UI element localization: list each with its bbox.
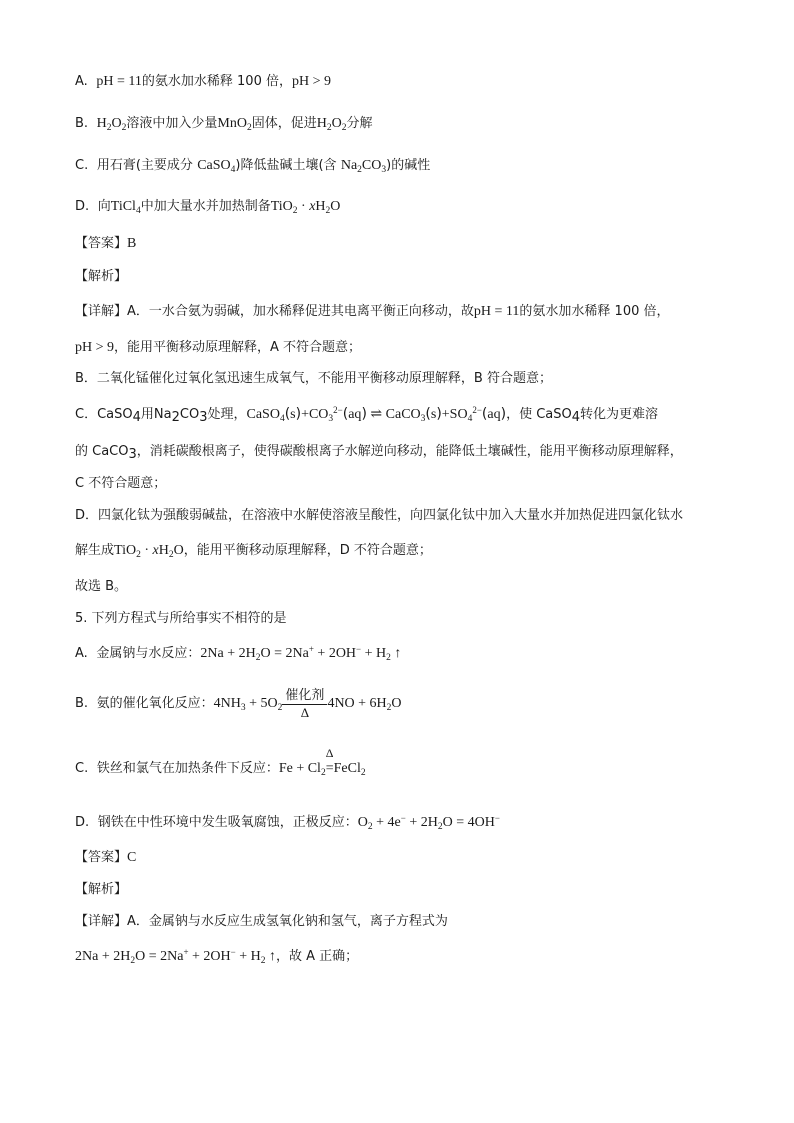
q4-conclusion — [75, 576, 127, 597]
detail-text: B．二氧化锰催化过氧化氢迅速生成氧气，不能用平衡移动原理解释，B 符合题意； — [75, 371, 552, 386]
detail-text: 的 CaCO — [75, 444, 129, 459]
q4-detail-c-line2: 的 CaCO$_3$，消耗碳酸根离子，使得碳酸根离子水解逆向移动，能降低土壤碱性，能用平衡移动原理解释， — [75, 444, 683, 462]
q5-option-b: B. 氨的催化氧化反应：$4NH_3 + 5O_2$ 催化剂 Δ $4NO + 6H_2O$ — [75, 687, 402, 720]
formula-tio2-xh2o: $TiO_2 \cdot xH_2O$ — [114, 543, 184, 560]
q4-detail-b — [75, 368, 552, 389]
detail-text: 用Na — [140, 407, 172, 422]
detail-text: ，能用平衡移动原理解释，A 不符合题意； — [114, 340, 362, 355]
detail-text: 转化为更难溶 — [580, 407, 659, 422]
answer-value: B — [127, 236, 137, 251]
option-label: C. — [75, 761, 89, 776]
detail-label: 【详解】 — [75, 304, 128, 319]
q5-detail-line1 — [75, 911, 448, 932]
ph-value: pH = 11 — [473, 304, 520, 319]
q4-answer — [75, 233, 136, 254]
q4-detail-c-line3 — [75, 473, 166, 494]
formula-tio2-xh2o: $TiO_2 \cdot xH_2O$ — [270, 199, 341, 216]
option-label: D. — [75, 199, 90, 214]
heat-equals: Δ = — [325, 746, 334, 776]
q4-analysis-label — [75, 266, 127, 287]
detail-text: 处理， — [207, 407, 247, 422]
q4-option-a — [75, 71, 331, 92]
analysis-label: 【解析】 — [75, 269, 128, 284]
option-text: 的碱性 — [391, 158, 431, 173]
q5-stem — [75, 608, 287, 629]
formula-h2o2: $H_2O_2$ — [96, 116, 127, 133]
q4-detail-c-line1: C．CaSO$_4$用$Na_2CO_3$处理，$CaSO_4(s)+CO_3^{2-}(aq)$ ⇌ $CaCO_3(s)+SO_4^{2-}(aq)$，使 CaSO$_4$转化为更难溶 — [75, 405, 659, 425]
q4-option-b — [75, 113, 373, 134]
equation-na-water: $2Na + 2H_2O = 2Na^+ + 2OH^- + H_2$ ↑ — [200, 644, 402, 663]
detail-text: C．CaSO — [75, 407, 133, 422]
q4-option-d — [75, 196, 340, 217]
catalyst-label: 催化剂 — [282, 688, 327, 705]
q5-option-a — [75, 643, 401, 664]
heat-symbol: Δ — [300, 704, 310, 720]
option-text: 用石膏(主要成分 — [96, 158, 193, 173]
q4-detail-d-line2 — [75, 540, 432, 561]
formula-mno2: MnO$_2$ — [217, 116, 252, 133]
detail-text: D．四氯化钛为强酸弱碱盐，在溶液中水解使溶液呈酸性，向四氯化钛中加入大量水并加热促进四氯化钛水 — [75, 508, 684, 523]
q5-detail-line2 — [75, 946, 358, 967]
answer-label: 【答案】 — [75, 850, 128, 865]
answer-value: C — [127, 850, 137, 865]
q5-option-c: C. 铁丝和氯气在加热条件下反应：$Fe + Cl_2$ Δ =FeCl$_2$ — [75, 746, 366, 778]
option-text: 的氨水加水稀释 100 倍， — [141, 74, 292, 89]
formula-na2co3: $Na_2CO_3$ — [340, 158, 387, 175]
ph-value: pH = 11 — [96, 74, 142, 89]
detail-text: ，故 A 正确； — [275, 949, 359, 964]
option-text: 铁丝和氯气在加热条件下反应： — [96, 761, 279, 776]
reaction-condition — [282, 688, 327, 720]
question-stem: 5. 下列方程式与所给事实不相符的是 — [75, 611, 287, 626]
option-label: A. — [75, 74, 88, 89]
option-label: C. — [75, 158, 89, 173]
formula-caso4: CaSO$_4$ — [197, 158, 236, 175]
option-label: B. — [75, 696, 89, 711]
detail-text: ，能用平衡移动原理解释，D 不符合题意； — [183, 543, 432, 558]
q4-detail-a-line2 — [75, 337, 361, 358]
q4-detail-a-line1 — [75, 301, 670, 322]
equation-na-water: $2Na + 2H_2O = 2Na^+ + 2OH^- + H_2$ ↑ — [75, 947, 276, 966]
equation-fe-cl2: $Fe + Cl_2$ — [278, 761, 326, 778]
detail-text: A．金属钠与水反应生成氢氧化钠和氢气，离子方程式为 — [127, 914, 448, 929]
option-text: 溶液中加入少量 — [126, 116, 218, 131]
option-label: A. — [75, 646, 88, 661]
option-text: 氨的催化氧化反应： — [96, 696, 214, 711]
equation-oxygen-reduction: $O_2 + 4e^- + 2H_2O = 4OH^-$ — [357, 813, 500, 832]
conclusion-text: 故选 B。 — [75, 579, 128, 594]
option-text: 钢铁在中性环境中发生吸氧腐蚀，正极反应： — [97, 815, 358, 830]
formula-ticl4: TiCl$_4$ — [110, 199, 141, 216]
ph-result: pH > 9 — [291, 74, 331, 89]
option-text: 分解 — [346, 116, 373, 131]
q5-option-d — [75, 812, 500, 833]
detail-text: 解生成 — [75, 543, 115, 558]
q5-answer — [75, 847, 136, 868]
option-text: 降低盐碱土壤(含 — [240, 158, 337, 173]
q4-option-c: C. 用石膏(主要成分 CaSO$_4$)降低盐碱土壤(含 $Na_2CO_3$)的碱性 — [75, 158, 431, 175]
option-text: 中加大量水并加热制备 — [140, 199, 271, 214]
equation-caso4-conversion: $CaSO_4(s)+CO_3^{2-}(aq)$ ⇌ $CaCO_3(s)+SO_4^{2-}(aq)$ — [246, 405, 507, 424]
ph-result: pH > 9 — [75, 340, 115, 355]
detail-text: 的氨水加水稀释 100 倍， — [519, 304, 670, 319]
option-text: 金属钠与水反应： — [96, 646, 201, 661]
option-text: 向 — [97, 199, 111, 214]
option-label: B. — [75, 116, 89, 131]
detail-label: 【详解】 — [75, 914, 128, 929]
analysis-label: 【解析】 — [75, 882, 128, 897]
detail-text: C 不符合题意； — [75, 476, 167, 491]
detail-text: ，消耗碳酸根离子，使得碳酸根离子水解逆向移动，能降低土壤碱性，能用平衡移动原理解释， — [136, 444, 683, 459]
q4-detail-d-line1 — [75, 505, 683, 526]
detail-text: A．一水合氨为弱碱，加水稀释促进其电离平衡正向移动，故 — [127, 304, 474, 319]
option-text: 固体，促进 — [251, 116, 317, 131]
answer-label: 【答案】 — [75, 236, 128, 251]
detail-text: ，使 CaSO — [506, 407, 572, 422]
equation-nh3-oxidation: $4NH_3 + 5O_2$ — [213, 696, 283, 713]
q5-analysis-label — [75, 879, 127, 900]
option-label: D. — [75, 815, 90, 830]
heat-symbol: Δ — [325, 746, 334, 760]
formula-h2o2: $H_2O_2$ — [316, 116, 347, 133]
